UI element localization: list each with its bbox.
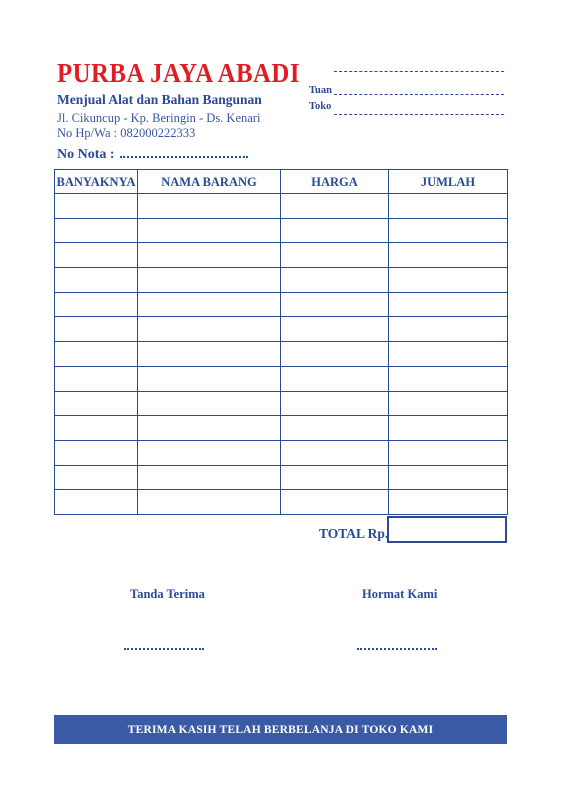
table-cell [138, 490, 281, 515]
table-cell [389, 292, 508, 317]
table-cell [55, 391, 138, 416]
table-row [55, 194, 508, 219]
table-cell [281, 218, 389, 243]
company-name: PURBA JAYA ABADI [57, 58, 300, 88]
table-cell [281, 490, 389, 515]
company-tagline: Menjual Alat dan Bahan Bangunan [57, 92, 262, 107]
table-cell [281, 317, 389, 342]
table-cell [55, 465, 138, 490]
table-cell [281, 268, 389, 293]
column-header-item-name: NAMA BARANG [138, 170, 281, 194]
table-cell [389, 317, 508, 342]
table-row [55, 243, 508, 268]
company-phone: No Hp/Wa : 082000222333 [57, 126, 196, 140]
table-cell [138, 366, 281, 391]
tuan-label: Tuan [309, 85, 332, 96]
table-row [55, 366, 508, 391]
total-box [387, 516, 507, 543]
table-cell [138, 317, 281, 342]
table-cell [55, 342, 138, 367]
table-cell [55, 243, 138, 268]
table-cell [281, 243, 389, 268]
table-cell [55, 366, 138, 391]
receiver-signature-line [124, 646, 204, 650]
table-cell [389, 416, 508, 441]
table-cell [389, 218, 508, 243]
table-cell [389, 490, 508, 515]
column-header-price: HARGA [281, 170, 389, 194]
table-body [55, 194, 508, 515]
table-cell [55, 194, 138, 219]
table-header-row [55, 170, 508, 194]
table-cell [389, 194, 508, 219]
column-header-qty: BANYAKNYA [55, 170, 138, 194]
table-cell [138, 465, 281, 490]
table-cell [138, 416, 281, 441]
table-row [55, 440, 508, 465]
table-row [55, 416, 508, 441]
tuan-line [334, 94, 504, 95]
table-cell [281, 292, 389, 317]
nota-dotted-line [120, 148, 248, 158]
toko-line [334, 114, 504, 115]
table-cell [281, 465, 389, 490]
table-cell [389, 342, 508, 367]
table-cell [389, 243, 508, 268]
table-cell [281, 342, 389, 367]
table-cell [389, 465, 508, 490]
table-row [55, 391, 508, 416]
table-cell [55, 218, 138, 243]
table-cell [281, 440, 389, 465]
table-cell [281, 194, 389, 219]
table-cell [138, 292, 281, 317]
table-row [55, 465, 508, 490]
sender-signature-label: Hormat Kami [362, 587, 438, 601]
table-row [55, 268, 508, 293]
items-table [54, 169, 508, 515]
table-row [55, 490, 508, 515]
table-cell [138, 391, 281, 416]
customer-line-top [334, 71, 504, 72]
table-cell [389, 391, 508, 416]
table-cell [138, 243, 281, 268]
table-cell [389, 268, 508, 293]
table-cell [389, 440, 508, 465]
table-row [55, 218, 508, 243]
nota-field [57, 147, 248, 163]
table-cell [138, 218, 281, 243]
table-cell [55, 317, 138, 342]
table-cell [281, 366, 389, 391]
receiver-signature-label: Tanda Terima [130, 587, 205, 601]
table-cell [281, 391, 389, 416]
table-row [55, 317, 508, 342]
table-cell [138, 268, 281, 293]
table-cell [55, 268, 138, 293]
company-address: Jl. Cikuncup - Kp. Beringin - Ds. Kenari [57, 111, 261, 125]
toko-label: Toko [309, 101, 332, 112]
table-cell [138, 440, 281, 465]
table-cell [55, 490, 138, 515]
table-row [55, 342, 508, 367]
table-row [55, 292, 508, 317]
table-cell [389, 366, 508, 391]
table-cell [55, 416, 138, 441]
column-header-total: JUMLAH [389, 170, 508, 194]
table-cell [55, 440, 138, 465]
footer-thanks-text: TERIMA KASIH TELAH BERBELANJA DI TOKO KAMI [127, 723, 434, 736]
footer-banner [54, 715, 507, 744]
items-table-wrapper [54, 169, 507, 515]
table-cell [138, 194, 281, 219]
table-cell [281, 416, 389, 441]
nota-label: No Nota : [57, 147, 115, 162]
table-cell [138, 342, 281, 367]
total-label: TOTAL Rp. [319, 526, 389, 541]
sender-signature-line [357, 646, 437, 650]
table-cell [55, 292, 138, 317]
